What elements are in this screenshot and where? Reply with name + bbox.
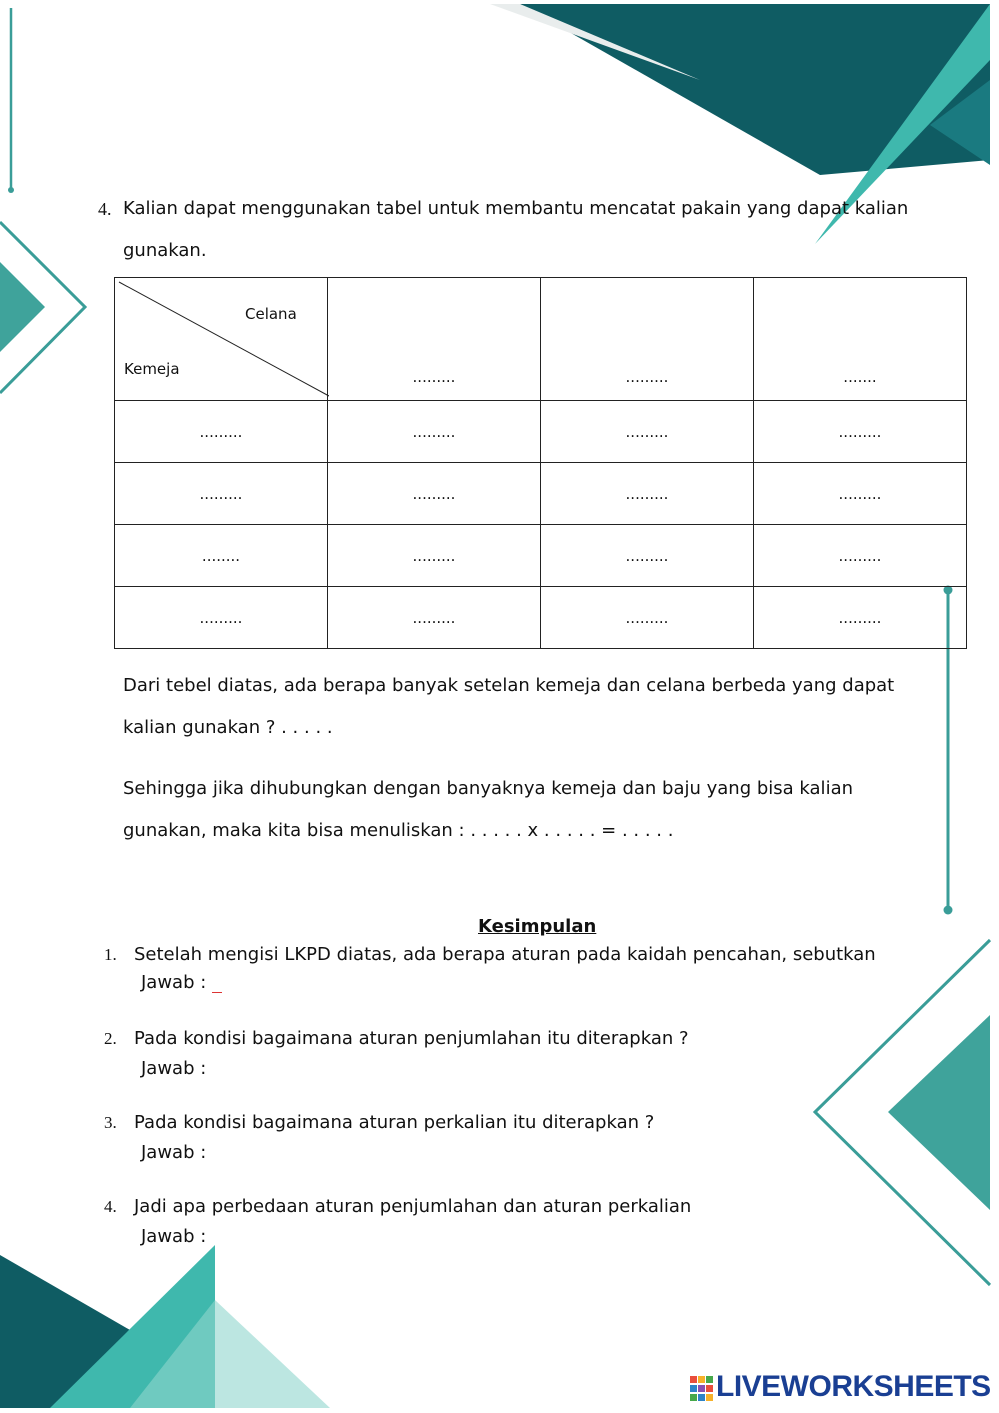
- table-row: [115, 463, 967, 525]
- table-cell[interactable]: ........: [115, 525, 328, 587]
- question-4-text-line1: Kalian dapat menggunakan tabel untuk membantu mencatat pakain yang dapat kalian: [123, 198, 909, 219]
- left-chevron-fill: [0, 262, 45, 352]
- answer-input[interactable]: [212, 1056, 222, 1074]
- liveworksheets-brand: LIVEWORKSHEETS: [716, 1370, 991, 1403]
- header-cell[interactable]: .........: [328, 278, 541, 401]
- question-4-text-line2: gunakan.: [123, 240, 207, 261]
- conclusion-question: Setelah mengisi LKPD diatas, ada berapa aturan pada kaidah pencahan, sebutkan: [134, 944, 876, 965]
- conclusion-question: Pada kondisi bagaimana aturan perkalian itu diterapkan ?: [134, 1112, 655, 1133]
- answer-row: [141, 1056, 222, 1079]
- answer-label: Jawab :: [141, 1226, 207, 1247]
- answer-input[interactable]: [212, 1224, 222, 1242]
- table-cell[interactable]: .........: [115, 587, 328, 649]
- table-cell[interactable]: .........: [328, 525, 541, 587]
- table-cell[interactable]: .........: [541, 525, 754, 587]
- corner-diagonal-line: [115, 278, 329, 402]
- conclusion-item-number: 1.: [104, 945, 117, 964]
- formula-paragraph-line2: gunakan, maka kita bisa menuliskan : . . . . . x . . . . . = . . . . .: [123, 820, 674, 841]
- header-cell[interactable]: .........: [541, 278, 754, 401]
- corner-label-kemeja: Kemeja: [124, 360, 180, 378]
- table-cell[interactable]: .........: [115, 401, 328, 463]
- answer-input[interactable]: [212, 1140, 222, 1158]
- table-corner-cell: [115, 278, 328, 401]
- conclusion-question: Pada kondisi bagaimana aturan penjumlahan itu diterapkan ?: [134, 1028, 689, 1049]
- answer-label: Jawab :: [141, 1142, 207, 1163]
- table-cell[interactable]: .........: [541, 401, 754, 463]
- kesimpulan-heading: Kesimpulan: [478, 916, 597, 937]
- question-paragraph-line1: Dari tebel diatas, ada berapa banyak setelan kemeja dan celana berbeda yang dapat: [123, 675, 895, 696]
- table-row: [115, 525, 967, 587]
- answer-input[interactable]: [212, 974, 222, 993]
- liveworksheets-logo-icon: [690, 1376, 714, 1402]
- answer-row: [141, 1224, 222, 1247]
- conclusion-question: Jadi apa perbedaan aturan penjumlahan dan aturan perkalian: [134, 1196, 692, 1217]
- left-line-dot: [8, 187, 14, 193]
- question-4-number: 4.: [98, 199, 112, 219]
- table-row: [115, 587, 967, 649]
- table-header-row: [115, 278, 967, 401]
- answer-label: Jawab :: [141, 972, 207, 993]
- right-line-dot-bottom: [944, 906, 953, 915]
- table-cell[interactable]: .........: [115, 463, 328, 525]
- table-cell[interactable]: .........: [754, 401, 967, 463]
- table-cell[interactable]: .........: [328, 587, 541, 649]
- clothing-combination-table: [114, 277, 967, 649]
- table-row: [115, 401, 967, 463]
- right-chevron-fill: [888, 1015, 990, 1210]
- answer-row: [141, 1140, 222, 1163]
- table-cell[interactable]: .........: [754, 587, 967, 649]
- table-cell[interactable]: .........: [328, 401, 541, 463]
- corner-label-celana: Celana: [245, 305, 297, 323]
- answer-row: [141, 972, 222, 993]
- table-cell[interactable]: .........: [328, 463, 541, 525]
- table-cell[interactable]: .........: [754, 463, 967, 525]
- header-cell[interactable]: .......: [754, 278, 967, 401]
- answer-label: Jawab :: [141, 1058, 207, 1079]
- question-paragraph-line2: kalian gunakan ? . . . . .: [123, 717, 333, 738]
- conclusion-item-number: 3.: [104, 1113, 117, 1132]
- formula-paragraph-line1: Sehingga jika dihubungkan dengan banyaknya kemeja dan baju yang bisa kalian: [123, 778, 854, 799]
- table-cell[interactable]: .........: [541, 463, 754, 525]
- table-cell[interactable]: .........: [541, 587, 754, 649]
- table-cell[interactable]: .........: [754, 525, 967, 587]
- conclusion-item-number: 4.: [104, 1197, 117, 1216]
- top-right-triangle-dark: [520, 4, 990, 175]
- conclusion-item-number: 2.: [104, 1029, 117, 1048]
